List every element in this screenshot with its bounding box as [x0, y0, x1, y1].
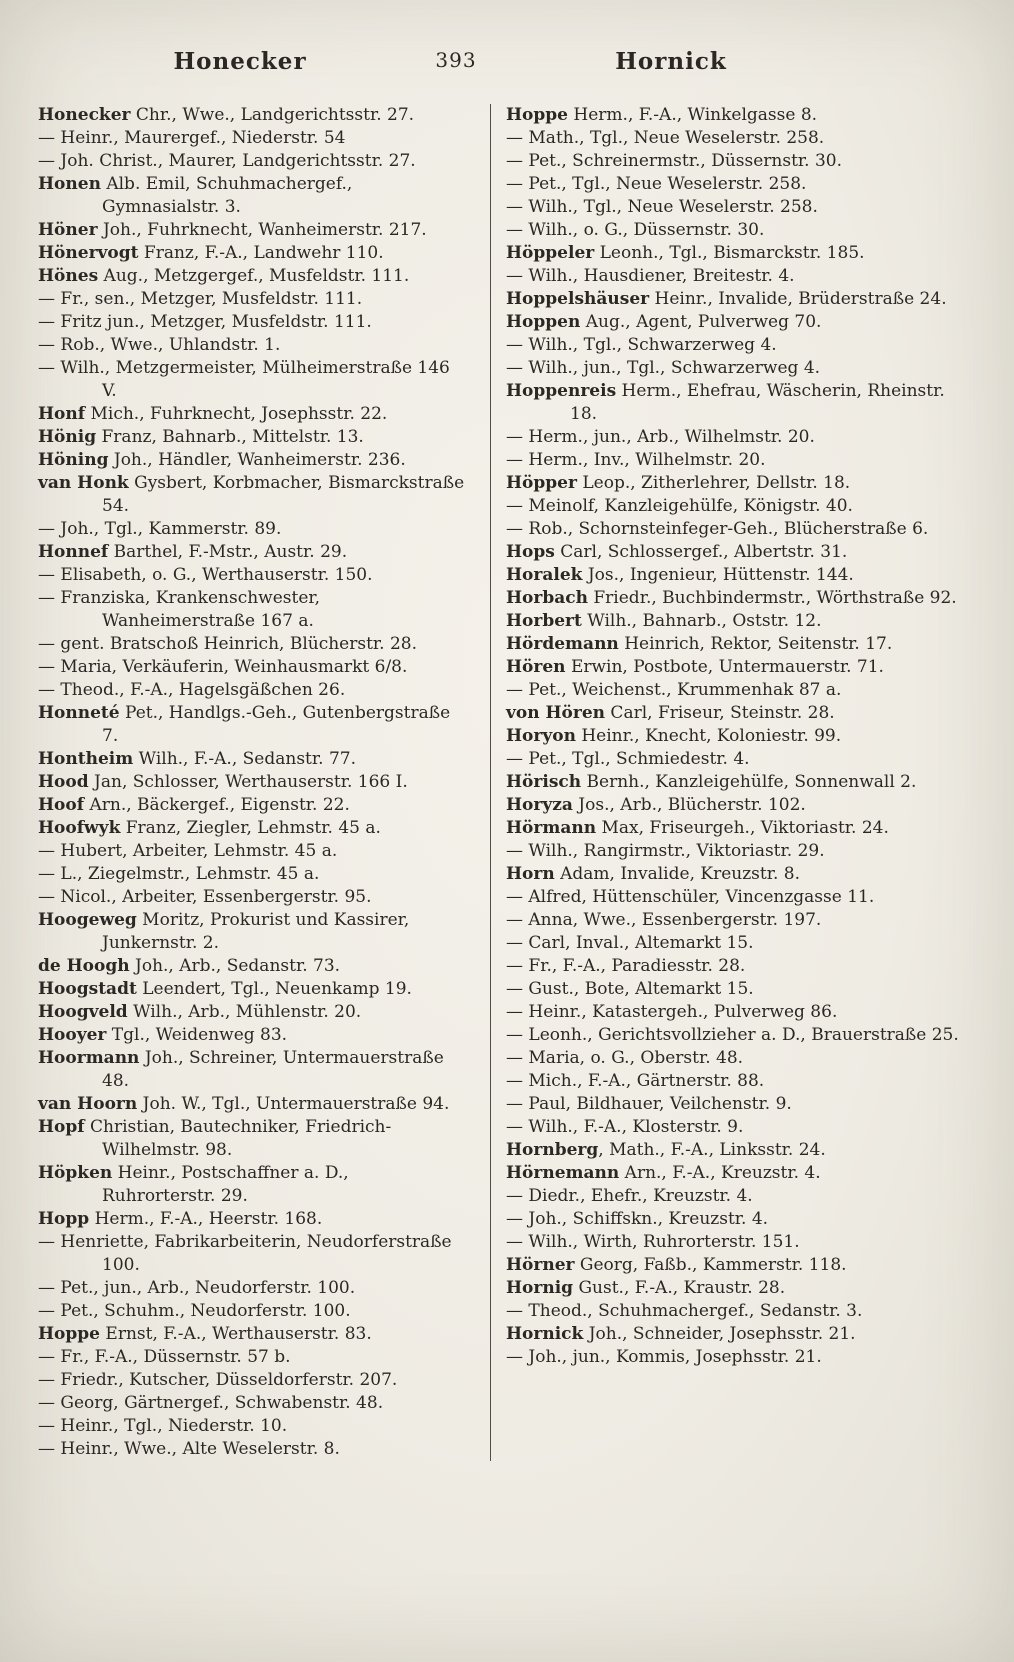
directory-entry: [38, 472, 466, 518]
entry-text: Heinr., Knecht, Koloniestr. 99.: [575, 726, 842, 746]
column-left: [38, 104, 466, 1461]
directory-entry: [506, 472, 968, 495]
directory-entry-continuation: [506, 150, 968, 173]
surname: Hönervogt: [38, 243, 139, 263]
entry-text: Franz, Bahnarb., Mittelstr. 13.: [96, 427, 364, 447]
surname: Hopf: [38, 1117, 85, 1137]
directory-entry-continuation: [506, 1070, 968, 1093]
directory-entry-continuation: [506, 518, 968, 541]
entry-text: Friedr., Buchbindermstr., Wörthstraße 92.: [587, 588, 957, 608]
entry-text: — Rob., Wwe., Uhlandstr. 1.: [38, 335, 281, 355]
surname: Hood: [38, 772, 89, 792]
entry-text: — Carl, Inval., Altemarkt 15.: [506, 933, 754, 953]
entry-text: Arn., F.-A., Kreuzstr. 4.: [619, 1163, 821, 1183]
directory-entry-continuation: [38, 1415, 466, 1438]
directory-entry: [38, 702, 466, 748]
entry-text: — Joh., Tgl., Kammerstr. 89.: [38, 519, 282, 539]
entry-text: Joh., Fuhrknecht, Wanheimerstr. 217.: [97, 220, 427, 240]
entry-text: — Wilh., F.-A., Klosterstr. 9.: [506, 1117, 744, 1137]
entry-text: — Henriette, Fabrikarbeiterin, Neudorferstraße 100.: [38, 1232, 452, 1275]
entry-text: — Herm., Inv., Wilhelmstr. 20.: [506, 450, 766, 470]
entry-text: — Georg, Gärtnergef., Schwabenstr. 48.: [38, 1393, 384, 1413]
entry-text: — Leonh., Gerichtsvollzieher a. D., Brauerstraße 25.: [506, 1025, 959, 1045]
entry-text: Adam, Invalide, Kreuzstr. 8.: [554, 864, 801, 884]
surname: Hoppelshäuser: [506, 289, 650, 309]
entry-text: Mich., Fuhrknecht, Josephsstr. 22.: [85, 404, 388, 424]
entry-text: — Meinolf, Kanzleigehülfe, Königstr. 40.: [506, 496, 853, 516]
entry-text: Alb. Emil, Schuhmachergef., Gymnasialstr. 3.: [100, 174, 353, 217]
header-keyword-right: Hornick: [615, 48, 727, 75]
directory-entry-continuation: [506, 127, 968, 150]
entry-text: Gysbert, Korbmacher, Bismarckstraße 54.: [102, 473, 465, 516]
directory-entry: [506, 656, 968, 679]
entry-text: — Joh., Schiffskn., Kreuzstr. 4.: [506, 1209, 769, 1229]
directory-entry-continuation: [506, 1116, 968, 1139]
entry-text: Jos., Ingenieur, Hüttenstr. 144.: [582, 565, 854, 585]
entry-text: — Joh., jun., Kommis, Josephsstr. 21.: [506, 1347, 822, 1367]
entry-text: — Heinr., Katastergeh., Pulverweg 86.: [506, 1002, 838, 1022]
directory-entry-continuation: [38, 840, 466, 863]
entry-text: — Alfred, Hüttenschüler, Vincenzgasse 11.: [506, 887, 875, 907]
surname: Hornberg: [506, 1140, 599, 1160]
directory-entry-continuation: [38, 679, 466, 702]
surname: Horbert: [506, 611, 582, 631]
entry-text: — Friedr., Kutscher, Düsseldorferstr. 207.: [38, 1370, 398, 1390]
directory-entry-continuation: [38, 886, 466, 909]
directory-entry-continuation: [506, 1346, 968, 1369]
entry-text: Georg, Faßb., Kammerstr. 118.: [574, 1255, 847, 1275]
entry-text: — Pet., Tgl., Neue Weselerstr. 258.: [506, 174, 807, 194]
directory-entry-continuation: [38, 1346, 466, 1369]
surname: van Honk: [38, 473, 129, 493]
entry-text: Franz, Ziegler, Lehmstr. 45 a.: [120, 818, 381, 838]
entry-text: Wilh., Arb., Mühlenstr. 20.: [127, 1002, 362, 1022]
entry-text: — Wilh., Hausdiener, Breitestr. 4.: [506, 266, 795, 286]
entry-text: — Franziska, Krankenschwester, Wanheimerstraße 167 a.: [38, 588, 321, 631]
surname: Honecker: [38, 105, 131, 125]
directory-entry-continuation: [38, 1300, 466, 1323]
directory-entry-continuation: [38, 357, 466, 403]
entry-text: Franz, F.-A., Landwehr 110.: [138, 243, 384, 263]
entry-text: — Heinr., Tgl., Niederstr. 10.: [38, 1416, 288, 1436]
entry-text: — Anna, Wwe., Essenbergerstr. 197.: [506, 910, 822, 930]
surname: Honf: [38, 404, 86, 424]
directory-entry: [38, 909, 466, 955]
directory-entry: [38, 1208, 466, 1231]
entry-text: — Nicol., Arbeiter, Essenbergerstr. 95.: [38, 887, 372, 907]
directory-entry-continuation: [38, 518, 466, 541]
surname: Hörisch: [506, 772, 582, 792]
surname: Hönes: [38, 266, 99, 286]
directory-entry-continuation: [506, 748, 968, 771]
entry-text: Carl, Friseur, Steinstr. 28.: [605, 703, 835, 723]
entry-text: Heinr., Invalide, Brüderstraße 24.: [649, 289, 947, 309]
entry-text: Tgl., Weidenweg 83.: [106, 1025, 288, 1045]
directory-entry: [38, 173, 466, 219]
entry-text: — Maria, Verkäuferin, Weinhausmarkt 6/8.: [38, 657, 408, 677]
entry-text: Wilh., F.-A., Sedanstr. 77.: [133, 749, 356, 769]
entry-text: Ernst, F.-A., Werthauserstr. 83.: [100, 1324, 372, 1344]
directory-entry: [38, 1093, 466, 1116]
entry-text: Herm., F.-A., Winkelgasse 8.: [568, 105, 818, 125]
surname: Hörnemann: [506, 1163, 620, 1183]
entry-text: — Fr., F.-A., Paradiesstr. 28.: [506, 956, 746, 976]
directory-entry-continuation: [506, 219, 968, 242]
entry-text: — L., Ziegelmstr., Lehmstr. 45 a.: [38, 864, 320, 884]
surname: Horn: [506, 864, 555, 884]
surname: Hoppe: [38, 1324, 100, 1344]
directory-entry: [506, 1323, 968, 1346]
surname: Hoppe: [506, 105, 568, 125]
surname: Hopp: [38, 1209, 90, 1229]
entry-text: — gent. Bratschoß Heinrich, Blücherstr. 28.: [38, 634, 418, 654]
entry-text: Wilh., Bahnarb., Oststr. 12.: [581, 611, 822, 631]
entry-text: Joh., Schneider, Josephsstr. 21.: [583, 1324, 856, 1344]
entry-text: — Fritz jun., Metzger, Musfeldstr. 111.: [38, 312, 372, 332]
directory-entry: [38, 1001, 466, 1024]
directory-entry: [506, 1277, 968, 1300]
directory-entry: [506, 104, 968, 127]
header-keyword-left: Honecker: [173, 48, 307, 75]
directory-entry: [38, 771, 466, 794]
directory-entry: [38, 1162, 466, 1208]
column-divider: [490, 104, 491, 1461]
directory-entry: [38, 1047, 466, 1093]
directory-entry: [38, 955, 466, 978]
entry-text: Joh., Arb., Sedanstr. 73.: [129, 956, 341, 976]
entry-text: — Joh. Christ., Maurer, Landgerichtsstr. 27.: [38, 151, 416, 171]
directory-entry-continuation: [506, 1300, 968, 1323]
entry-text: — Pet., jun., Arb., Neudorferstr. 100.: [38, 1278, 356, 1298]
directory-entry-continuation: [506, 978, 968, 1001]
directory-entry-continuation: [506, 495, 968, 518]
entry-text: — Wilh., Rangirmstr., Viktoriastr. 29.: [506, 841, 825, 861]
directory-entry-continuation: [506, 1001, 968, 1024]
directory-entry-continuation: [506, 265, 968, 288]
entry-text: Jos., Arb., Blücherstr. 102.: [572, 795, 806, 815]
entry-text: — Wilh., Metzgermeister, Mülheimerstraße 146 V.: [38, 358, 450, 401]
entry-text: Barthel, F.-Mstr., Austr. 29.: [108, 542, 348, 562]
entry-text: Pet., Handlgs.-Geh., Gutenbergstraße 7.: [102, 703, 451, 746]
entry-text: Leonh., Tgl., Bismarckstr. 185.: [594, 243, 865, 263]
directory-entry: [506, 242, 968, 265]
directory-entry-continuation: [506, 679, 968, 702]
entry-text: — Hubert, Arbeiter, Lehmstr. 45 a.: [38, 841, 338, 861]
entry-text: — Wilh., Wirth, Ruhrorterstr. 151.: [506, 1232, 800, 1252]
entry-text: Joh., Händler, Wanheimerstr. 236.: [108, 450, 406, 470]
entry-text: — Fr., F.-A., Düssernstr. 57 b.: [38, 1347, 291, 1367]
surname: van Hoorn: [38, 1094, 138, 1114]
directory-entry: [38, 219, 466, 242]
surname: Hontheim: [38, 749, 134, 769]
directory-entry: [38, 1116, 466, 1162]
surname: Hörmann: [506, 818, 597, 838]
directory-entry-continuation: [38, 1392, 466, 1415]
entry-text: Aug., Metzgergef., Musfeldstr. 111.: [98, 266, 410, 286]
directory-entry: [506, 633, 968, 656]
directory-entry: [506, 725, 968, 748]
entry-text: — Wilh., jun., Tgl., Schwarzerweg 4.: [506, 358, 821, 378]
surname: Hoof: [38, 795, 85, 815]
entry-text: — Wilh., o. G., Düssernstr. 30.: [506, 220, 765, 240]
surname: Hördemann: [506, 634, 619, 654]
directory-entry-continuation: [38, 633, 466, 656]
entry-text: — Pet., Schreinermstr., Düssernstr. 30.: [506, 151, 843, 171]
entry-text: Jan, Schlosser, Werthauserstr. 166 I.: [88, 772, 408, 792]
entry-text: Chr., Wwe., Landgerichtsstr. 27.: [130, 105, 415, 125]
directory-entry: [38, 817, 466, 840]
entry-text: , Math., F.-A., Linksstr. 24.: [598, 1140, 826, 1160]
directory-entry-continuation: [506, 357, 968, 380]
directory-entry: [38, 426, 466, 449]
directory-entry: [506, 610, 968, 633]
surname: Horyon: [506, 726, 576, 746]
directory-entry: [506, 863, 968, 886]
surname: Horalek: [506, 565, 583, 585]
directory-entry: [506, 311, 968, 334]
directory-entry: [506, 564, 968, 587]
directory-entry-continuation: [506, 1093, 968, 1116]
entry-text: Carl, Schlossergef., Albertstr. 31.: [554, 542, 848, 562]
entry-text: Max, Friseurgeh., Viktoriastr. 24.: [596, 818, 889, 838]
directory-entry: [38, 1024, 466, 1047]
directory-entry-continuation: [506, 1185, 968, 1208]
entry-text: — Diedr., Ehefr., Kreuzstr. 4.: [506, 1186, 753, 1206]
directory-entry: [506, 380, 968, 426]
surname: Hoogstadt: [38, 979, 137, 999]
directory-entry-continuation: [506, 886, 968, 909]
surname: Honneté: [38, 703, 120, 723]
directory-entry-continuation: [506, 173, 968, 196]
directory-entry: [38, 242, 466, 265]
page-header: [38, 48, 964, 92]
directory-entry: [506, 702, 968, 725]
directory-entry: [506, 1254, 968, 1277]
directory-entry-continuation: [506, 196, 968, 219]
directory-entry-continuation: [506, 1231, 968, 1254]
entry-text: Moritz, Prokurist und Kassirer, Junkernstr. 2.: [102, 910, 410, 953]
directory-entry: [38, 449, 466, 472]
entry-text: — Pet., Tgl., Schmiedestr. 4.: [506, 749, 750, 769]
entry-text: Leop., Zitherlehrer, Dellstr. 18.: [576, 473, 851, 493]
surname: Hops: [506, 542, 555, 562]
entry-text: — Rob., Schornsteinfeger-Geh., Blücherstraße 6.: [506, 519, 929, 539]
surname: Höning: [38, 450, 109, 470]
entry-text: — Wilh., Tgl., Schwarzerweg 4.: [506, 335, 777, 355]
directory-entry-continuation: [38, 288, 466, 311]
directory-entry: [38, 403, 466, 426]
surname: Höpken: [38, 1163, 113, 1183]
entry-text: Herm., F.-A., Heerstr. 168.: [89, 1209, 323, 1229]
entry-text: Herm., Ehefrau, Wäscherin, Rheinstr. 18.: [570, 381, 945, 424]
directory-entry: [38, 1323, 466, 1346]
entry-text: Arn., Bäckergef., Eigenstr. 22.: [84, 795, 350, 815]
surname: Horyza: [506, 795, 573, 815]
directory-entry-continuation: [38, 564, 466, 587]
entry-text: Heinrich, Rektor, Seitenstr. 17.: [618, 634, 893, 654]
directory-entry: [506, 1139, 968, 1162]
surname: Höppeler: [506, 243, 595, 263]
entry-text: — Herm., jun., Arb., Wilhelmstr. 20.: [506, 427, 815, 447]
directory-entry-continuation: [506, 909, 968, 932]
directory-entry-continuation: [38, 127, 466, 150]
surname: Hoormann: [38, 1048, 140, 1068]
entry-text: — Wilh., Tgl., Neue Weselerstr. 258.: [506, 197, 818, 217]
directory-entry-continuation: [38, 311, 466, 334]
directory-entry-continuation: [38, 150, 466, 173]
directory-entry: [506, 541, 968, 564]
entry-text: Aug., Agent, Pulverweg 70.: [580, 312, 822, 332]
directory-entry: [38, 978, 466, 1001]
directory-columns: [38, 104, 964, 1461]
entry-text: Gust., F.-A., Kraustr. 28.: [573, 1278, 786, 1298]
entry-text: — Paul, Bildhauer, Veilchenstr. 9.: [506, 1094, 792, 1114]
surname: Höner: [38, 220, 98, 240]
directory-entry-continuation: [38, 656, 466, 679]
entry-text: Joh. W., Tgl., Untermauerstraße 94.: [137, 1094, 450, 1114]
entry-text: — Heinr., Wwe., Alte Weselerstr. 8.: [38, 1439, 340, 1459]
surname: Horbach: [506, 588, 588, 608]
entry-text: — Fr., sen., Metzger, Musfeldstr. 111.: [38, 289, 363, 309]
directory-entry: [38, 794, 466, 817]
entry-text: — Maria, o. G., Oberstr. 48.: [506, 1048, 744, 1068]
surname: Hörner: [506, 1255, 575, 1275]
surname: Hönig: [38, 427, 97, 447]
directory-entry-continuation: [506, 334, 968, 357]
directory-entry-continuation: [38, 1231, 466, 1277]
surname: von Hören: [506, 703, 606, 723]
surname: Hoofwyk: [38, 818, 121, 838]
entry-text: Erwin, Postbote, Untermauerstr. 71.: [565, 657, 884, 677]
directory-entry-continuation: [38, 1438, 466, 1461]
surname: Honnef: [38, 542, 109, 562]
surname: Honen: [38, 174, 101, 194]
surname: de Hoogh: [38, 956, 130, 976]
entry-text: Heinr., Postschaffner a. D., Ruhrorterstr. 29.: [102, 1163, 349, 1206]
surname: Hoppenreis: [506, 381, 617, 401]
directory-entry: [38, 748, 466, 771]
entry-text: — Gust., Bote, Altemarkt 15.: [506, 979, 754, 999]
entry-text: Joh., Schreiner, Untermauerstraße 48.: [102, 1048, 444, 1091]
directory-entry-continuation: [506, 932, 968, 955]
directory-entry-continuation: [506, 1047, 968, 1070]
directory-entry-continuation: [38, 1369, 466, 1392]
surname: Hornick: [506, 1324, 584, 1344]
entry-text: — Pet., Weichenst., Krummenhak 87 a.: [506, 680, 842, 700]
directory-entry: [506, 587, 968, 610]
entry-text: — Mich., F.-A., Gärtnerstr. 88.: [506, 1071, 765, 1091]
directory-entry-continuation: [38, 334, 466, 357]
directory-entry-continuation: [38, 863, 466, 886]
directory-entry-continuation: [38, 1277, 466, 1300]
entry-text: Leendert, Tgl., Neuenkamp 19.: [136, 979, 412, 999]
directory-entry: [506, 1162, 968, 1185]
entry-text: — Elisabeth, o. G., Werthauserstr. 150.: [38, 565, 373, 585]
surname: Hooyer: [38, 1025, 107, 1045]
surname: Hören: [506, 657, 566, 677]
directory-entry: [506, 288, 968, 311]
directory-entry: [506, 794, 968, 817]
directory-entry: [506, 817, 968, 840]
directory-entry-continuation: [506, 1024, 968, 1047]
entry-text: Christian, Bautechniker, Friedrich-Wilhelmstr. 98.: [84, 1117, 392, 1160]
entry-text: — Theod., F.-A., Hagelsgäßchen 26.: [38, 680, 346, 700]
entry-text: — Pet., Schuhm., Neudorferstr. 100.: [38, 1301, 351, 1321]
directory-entry-continuation: [506, 840, 968, 863]
directory-entry-continuation: [506, 449, 968, 472]
surname: Hornig: [506, 1278, 574, 1298]
surname: Höpper: [506, 473, 577, 493]
directory-entry: [38, 104, 466, 127]
entry-text: — Heinr., Maurergef., Niederstr. 54: [38, 128, 346, 148]
directory-entry: [506, 771, 968, 794]
column-right: [506, 104, 968, 1461]
directory-entry-continuation: [506, 426, 968, 449]
page-number: 393: [435, 48, 477, 72]
entry-text: Bernh., Kanzleigehülfe, Sonnenwall 2.: [581, 772, 917, 792]
surname: Hoogeweg: [38, 910, 137, 930]
entry-text: — Theod., Schuhmachergef., Sedanstr. 3.: [506, 1301, 863, 1321]
directory-entry: [38, 541, 466, 564]
entry-text: — Math., Tgl., Neue Weselerstr. 258.: [506, 128, 825, 148]
directory-entry-continuation: [506, 955, 968, 978]
directory-entry: [38, 265, 466, 288]
directory-entry-continuation: [506, 1208, 968, 1231]
directory-entry-continuation: [38, 587, 466, 633]
surname: Hoppen: [506, 312, 581, 332]
surname: Hoogveld: [38, 1002, 128, 1022]
